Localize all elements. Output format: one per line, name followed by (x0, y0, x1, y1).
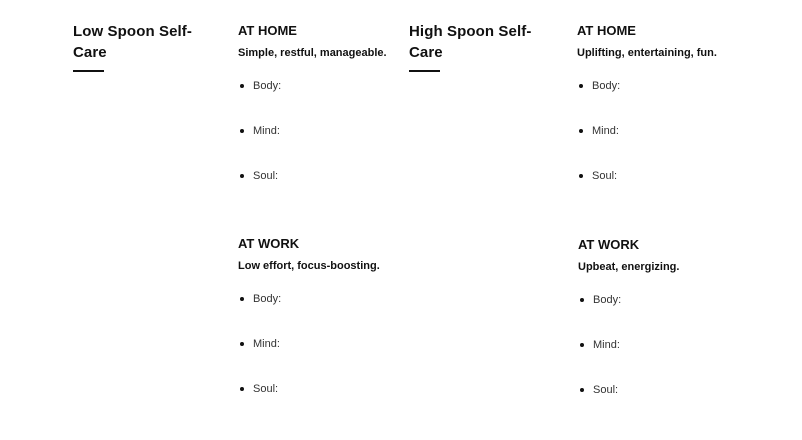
list-item-soul: Soul: (238, 169, 418, 183)
list-item-mind: Mind: (578, 338, 758, 352)
list-item-mind: Mind: (238, 124, 418, 138)
section-heading: AT WORK (238, 236, 300, 251)
section-heading: AT WORK (578, 237, 640, 252)
section-subtitle: Low effort, focus-boosting. (238, 260, 380, 272)
section-subtitle: Uplifting, entertaining, fun. (577, 47, 717, 59)
low-home-section (238, 23, 418, 183)
title-underline (409, 70, 440, 72)
list-item-body: Body: (238, 292, 418, 306)
list-item-soul: Soul: (238, 382, 418, 396)
high-spoon-title-text: High Spoon Self-Care (409, 23, 532, 61)
title-underline (73, 70, 104, 72)
high-work-section (578, 237, 758, 397)
high-spoon-title (409, 21, 539, 72)
item-list (238, 292, 418, 396)
list-item-body: Body: (238, 79, 418, 93)
list-item-body: Body: (577, 79, 757, 93)
item-list (238, 79, 418, 183)
list-item-mind: Mind: (238, 337, 418, 351)
low-spoon-title-text: Low Spoon Self-Care (73, 23, 192, 61)
list-item-soul: Soul: (577, 169, 757, 183)
section-heading: AT HOME (577, 23, 636, 38)
list-item-body: Body: (578, 293, 758, 307)
low-spoon-title (73, 21, 203, 72)
high-home-section (577, 23, 757, 183)
list-item-soul: Soul: (578, 383, 758, 397)
item-list (577, 79, 757, 183)
section-heading: AT HOME (238, 23, 297, 38)
list-item-mind: Mind: (577, 124, 757, 138)
item-list (578, 293, 758, 397)
low-work-section (238, 236, 418, 396)
section-subtitle: Simple, restful, manageable. (238, 47, 387, 59)
section-subtitle: Upbeat, energizing. (578, 261, 680, 273)
